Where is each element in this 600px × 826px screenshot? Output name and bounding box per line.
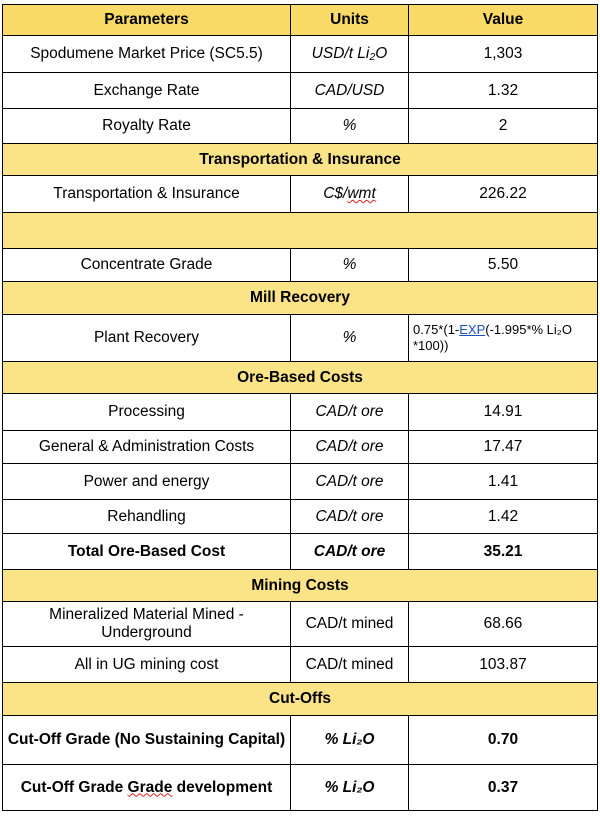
table-row <box>3 176 598 213</box>
table-row <box>3 431 598 464</box>
value-cell: 14.91 <box>409 394 598 431</box>
unit-cell: CAD/t ore <box>291 500 409 534</box>
unit-cell: CAD/t ore <box>291 464 409 500</box>
table-row <box>3 647 598 683</box>
value-cell: 5.50 <box>409 249 598 282</box>
param-cell: Rehandling <box>3 500 291 534</box>
formula-link[interactable]: EXP <box>459 322 486 337</box>
param-text: Cut-Off Grade <box>20 778 128 796</box>
value-cell: 226.22 <box>409 176 598 213</box>
section-title: Transportation & Insurance <box>3 144 598 176</box>
formula-text: 0.75*(1- <box>413 322 460 337</box>
section-row <box>3 144 598 176</box>
unit-cell: CAD/t mined <box>291 602 409 647</box>
section-title: Cut-Offs <box>3 683 598 716</box>
value-cell: 68.66 <box>409 602 598 647</box>
unit-text: C$/ <box>323 185 348 202</box>
unit-cell <box>291 176 409 213</box>
table-row <box>3 602 598 647</box>
table-row <box>3 765 598 811</box>
table-row <box>3 36 598 73</box>
param-cell: Spodumene Market Price (SC5.5) <box>3 36 291 73</box>
blank-cell <box>3 213 598 249</box>
unit-cell: CAD/USD <box>291 73 409 109</box>
section-title: Ore-Based Costs <box>3 362 598 394</box>
param-cell: All in UG mining cost <box>3 647 291 683</box>
value-cell: 1.41 <box>409 464 598 500</box>
unit-cell: % Li₂O <box>291 765 409 811</box>
param-cell: Concentrate Grade <box>3 249 291 282</box>
section-title: Mill Recovery <box>3 282 598 315</box>
value-cell: 0.37 <box>409 765 598 811</box>
section-row <box>3 683 598 716</box>
total-row <box>3 534 598 570</box>
value-cell: 1,303 <box>409 36 598 73</box>
unit-cell: % <box>291 109 409 144</box>
unit-cell: USD/t Li₂O <box>291 36 409 73</box>
section-row <box>3 570 598 602</box>
param-cell: Total Ore-Based Cost <box>3 534 291 570</box>
value-cell: 2 <box>409 109 598 144</box>
param-cell <box>3 765 291 811</box>
param-cell: Cut-Off Grade (No Sustaining Capital) <box>3 716 291 765</box>
section-row <box>3 282 598 315</box>
value-cell: 1.32 <box>409 73 598 109</box>
value-cell <box>409 315 598 362</box>
table-row <box>3 716 598 765</box>
unit-text: wmt <box>347 185 376 202</box>
header-parameters: Parameters <box>3 5 291 36</box>
value-cell: 17.47 <box>409 431 598 464</box>
table-row <box>3 73 598 109</box>
value-cell: 1.42 <box>409 500 598 534</box>
param-cell: General & Administration Costs <box>3 431 291 464</box>
unit-cell: CAD/t ore <box>291 534 409 570</box>
param-cell: Transportation & Insurance <box>3 176 291 213</box>
unit-cell: CAD/t ore <box>291 431 409 464</box>
param-cell: Mineralized Material Mined - Underground <box>3 602 291 647</box>
parameters-table <box>2 4 598 811</box>
unit-cell: % <box>291 315 409 362</box>
param-text: development <box>172 778 273 796</box>
unit-cell: % <box>291 249 409 282</box>
header-row <box>3 5 598 36</box>
param-cell: Plant Recovery <box>3 315 291 362</box>
value-cell: 103.87 <box>409 647 598 683</box>
param-cell: Exchange Rate <box>3 73 291 109</box>
unit-cell: % Li₂O <box>291 716 409 765</box>
param-cell: Processing <box>3 394 291 431</box>
value-cell: 0.70 <box>409 716 598 765</box>
formula-text: (-1.995*% Li₂O *100)) <box>413 322 572 353</box>
param-text: Grade <box>127 778 173 796</box>
table-row <box>3 464 598 500</box>
param-cell: Royalty Rate <box>3 109 291 144</box>
table-row <box>3 394 598 431</box>
blank-row <box>3 213 598 249</box>
section-row <box>3 362 598 394</box>
table-row <box>3 315 598 362</box>
section-title: Mining Costs <box>3 570 598 602</box>
table-row <box>3 249 598 282</box>
table-row <box>3 109 598 144</box>
unit-cell: CAD/t ore <box>291 394 409 431</box>
header-units: Units <box>291 5 409 36</box>
param-cell: Power and energy <box>3 464 291 500</box>
value-cell: 35.21 <box>409 534 598 570</box>
header-value: Value <box>409 5 598 36</box>
table-row <box>3 500 598 534</box>
unit-cell: CAD/t mined <box>291 647 409 683</box>
